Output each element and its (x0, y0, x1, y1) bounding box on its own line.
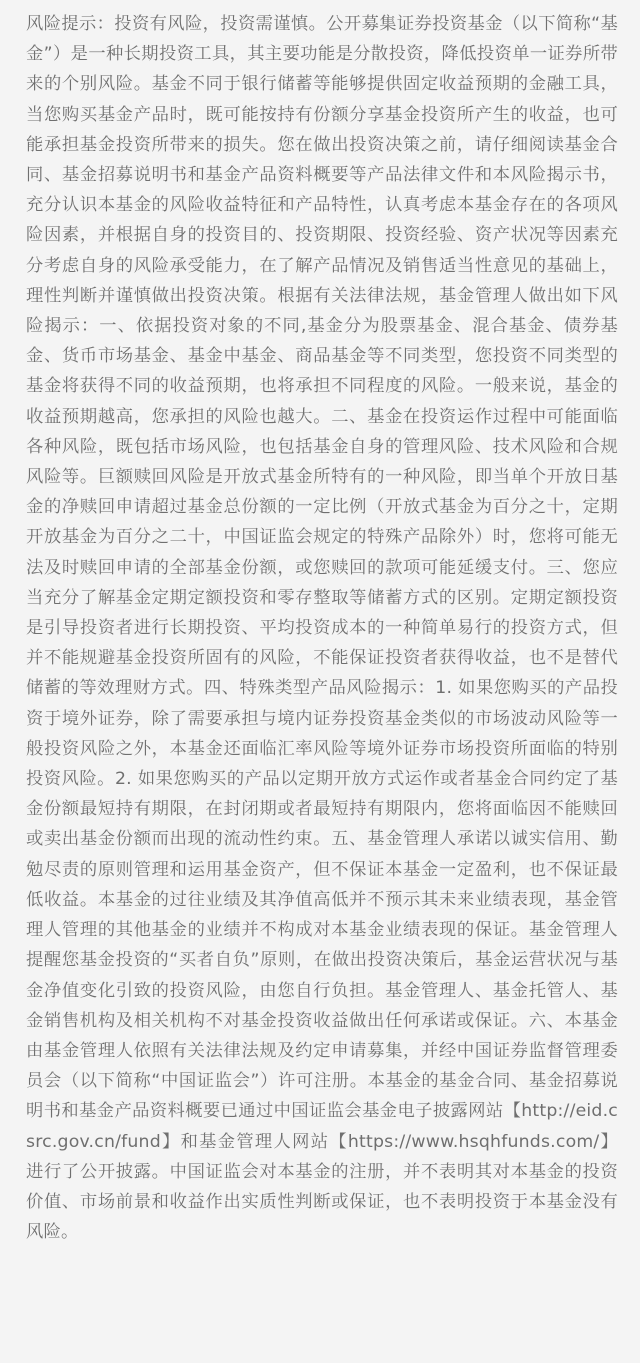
risk-disclosure-text: 风险提示：投资有风险，投资需谨慎。公开募集证券投资基金（以下简称“基金”）是一种长期投资工具，其主要功能是分散投资，降低投资单一证券所带来的个别风险。基金不同于银行储蓄等能够提供固定收益预期的金融工具，当您购买基金产品时，既可能按持有份额分享基金投资所产生的收益，也可能承担基金投资所带来的损失。您在做出投资决策之前，请仔细阅读基金合同、基金招募说明书和基金产品资料概要等产品法律文件和本风险揭示书，充分认识本基金的风险收益特征和产品特性，认真考虑本基金存在的各项风险因素，并根据自身的投资目的、投资期限、投资经验、资产状况等因素充分考虑自身的风险承受能力，在了解产品情况及销售适当性意见的基础上，理性判断并谨慎做出投资决策。根据有关法律法规，基金管理人做出如下风险揭示：一、依据投资对象的不同,基金分为股票基金、混合基金、债券基金、货币市场基金、基金中基金、商品基金等不同类型，您投资不同类型的基金将获得不同的收益预期，也将承担不同程度的风险。一般来说，基金的收益预期越高，您承担的风险也越大。二、基金在投资运作过程中可能面临各种风险，既包括市场风险，也包括基金自身的管理风险、技术风险和合规风险等。巨额赎回风险是开放式基金所特有的一种风险，即当单个开放日基金的净赎回申请超过基金总份额的一定比例（开放式基金为百分之十，定期开放基金为百分之二十，中国证监会规定的特殊产品除外）时，您将可能无法及时赎回申请的全部基金份额，或您赎回的款项可能延缓支付。三、您应当充分了解基金定期定额投资和零存整取等储蓄方式的区别。定期定额投资是引导投资者进行长期投资、平均投资成本的一种简单易行的投资方式，但并不能规避基金投资所固有的风险，不能保证投资者获得收益，也不是替代储蓄的等效理财方式。四、特殊类型产品风险揭示：1. 如果您购买的产品投资于境外证券，除了需要承担与境内证券投资基金类似的市场波动风险等一般投资风险之外，本基金还面临汇率风险等境外证券市场投资所面临的特别投资风险。2. 如果您购买的产品以定期开放方式运作或者基金合同约定了基金份额最短持有期限，在封闭期或者最短持有期限内，您将面临因不能赎回或卖出基金份额而出现的流动性约束。五、基金管理人承诺以诚实信用、勤勉尽责的原则管理和运用基金资产，但不保证本基金一定盈利，也不保证最低收益。本基金的过往业绩及其净值高低并不预示其未来业绩表现，基金管理人管理的其他基金的业绩并不构成对本基金业绩表现的保证。基金管理人提醒您基金投资的“买者自负”原则，在做出投资决策后，基金运营状况与基金净值变化引致的投资风险，由您自行负担。基金管理人、基金托管人、基金销售机构及相关机构不对基金投资收益做出任何承诺或保证。六、本基金由基金管理人依照有关法律法规及约定申请募集，并经中国证券监督管理委员会（以下简称“中国证监会”）许可注册。本基金的基金合同、基金招募说明书和基金产品资料概要已通过中国证监会基金电子披露网站【http://eid.csrc.gov.cn/fund】和基金管理人网站【https://www.hsqhfunds.com/】进行了公开披露。中国证监会对本基金的注册，并不表明其对本基金的投资价值、市场前景和收益作出实质性判断或保证，也不表明投资于本基金没有风险。 (26, 14, 618, 1243)
